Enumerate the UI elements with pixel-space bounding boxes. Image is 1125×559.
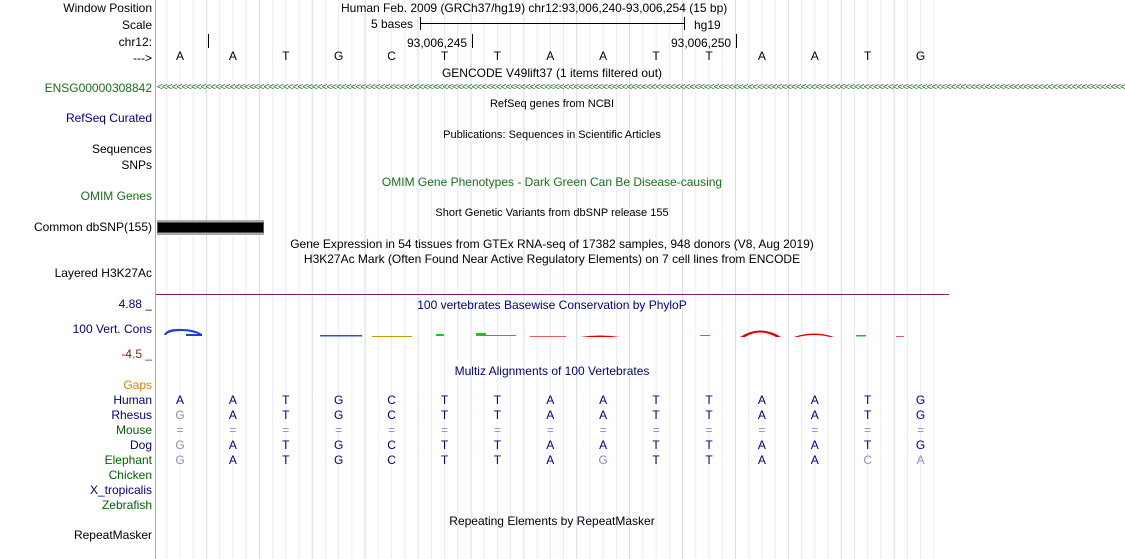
alignment-base: A: [757, 453, 766, 467]
pubs-track-title[interactable]: Publications: Sequences in Scientific Articles: [443, 129, 661, 141]
alignment-base: =: [229, 423, 237, 437]
alignment-base: G: [175, 453, 185, 467]
refseq-track-title[interactable]: RefSeq genes from NCBI: [489, 98, 615, 110]
phylop-logo-a2: [740, 331, 781, 338]
pubs-label[interactable]: Sequences: [91, 142, 152, 156]
alignment-base: C: [387, 453, 396, 467]
alignment-base: =: [388, 423, 396, 437]
alignment-base: A: [757, 438, 766, 452]
alignment-base: G: [334, 408, 344, 422]
species-label-chicken[interactable]: Chicken: [108, 468, 152, 482]
base-letter: A: [175, 49, 184, 63]
refseq-label[interactable]: RefSeq Curated: [65, 111, 152, 125]
alignment-base: T: [652, 393, 660, 407]
phylop-track-title[interactable]: 100 vertebrates Basewise Conservation by PhyloP: [417, 298, 687, 312]
phylop-bar-t5: [856, 335, 866, 337]
phylop-bar-a2: [580, 336, 620, 338]
alignment-base: =: [176, 423, 184, 437]
coord-left: 93,006,245: [407, 36, 468, 50]
alignment-base: A: [757, 393, 766, 407]
alignment-base: T: [652, 438, 660, 452]
chrom-label: chr12:: [118, 35, 152, 49]
phylop-bar-g2: [896, 336, 904, 337]
base-letter: A: [546, 49, 555, 63]
alignment-base: =: [335, 423, 343, 437]
alignment-base: T: [864, 393, 872, 407]
phylop-bar-t1: [320, 335, 362, 337]
base-letter: G: [334, 49, 344, 63]
alignment-base: A: [546, 408, 555, 422]
repeat-track-title[interactable]: Repeating Elements by RepeatMasker: [449, 514, 655, 528]
scale-bar-right-tick: [684, 17, 685, 30]
coord-right: 93,006,250: [671, 36, 732, 50]
alignment-base: T: [440, 408, 449, 422]
alignment-base: G: [334, 453, 344, 467]
alignment-base: T: [705, 408, 713, 422]
gencode-gene-feature[interactable]: <<<<<<<<<<<<<<<<<<<<<<<<<<<<<<<<<<<<<<<<<<<<<<<<<<<<<<<<<<<<<<<<<<<<<<<<<<<<<<<<<<<<<<<<<<<<<<<<<<<<<<<<<<<<<<<<<<<<<<<<<<<<<<<<<<<<<<<<<<<<<<<<<<<<<<<<<<<<<<<<<<<<<<<<<<<<<<<<<<<<<<<<<<<<<<<<<<<<<<<<: [157, 82, 1125, 93]
snps-label[interactable]: SNPs: [121, 158, 152, 172]
coord-tick-245: [472, 34, 473, 48]
scale-bar: [420, 23, 684, 24]
phylop-label[interactable]: 100 Vert. Cons: [72, 322, 152, 336]
h3k27ac-track-title[interactable]: H3K27Ac Mark (Often Found Near Active Regulatory Elements) on 7 cell lines from ENCODE: [303, 252, 801, 266]
species-label-zebrafish[interactable]: Zebrafish: [101, 498, 152, 512]
alignment-base: T: [493, 438, 502, 452]
alignment-base: C: [387, 438, 396, 452]
alignment-base: C: [387, 393, 396, 407]
multiz-track-title[interactable]: Multiz Alignments of 100 Vertebrates: [454, 364, 650, 378]
phylop-bar-g1: [372, 336, 412, 337]
alignment-base: A: [810, 453, 819, 467]
dbsnp-track-title[interactable]: Short Genetic Variants from dbSNP release 155: [435, 207, 669, 219]
scale-bar-left-tick: [420, 17, 421, 30]
window-position-label: Window Position: [63, 1, 152, 15]
alignment-base: T: [493, 393, 502, 407]
alignment-base: A: [228, 408, 237, 422]
alignment-base: A: [599, 393, 608, 407]
gencode-track-title[interactable]: GENCODE V49lift37 (1 items filtered out): [441, 66, 663, 80]
alignment-base: G: [598, 453, 608, 467]
species-label-dog[interactable]: Dog: [129, 438, 152, 452]
alignment-base: A: [228, 453, 237, 467]
species-label-elephant[interactable]: Elephant: [104, 453, 152, 467]
alignment-base: A: [546, 453, 555, 467]
alignment-base: T: [493, 453, 502, 467]
strand-label: --->: [133, 51, 152, 65]
phylop-bar-t4: [700, 335, 710, 336]
alignment-base: A: [810, 393, 819, 407]
alignment-base: A: [810, 408, 819, 422]
alignment-base: T: [652, 408, 660, 422]
phylop-logo-a1-tail: [186, 334, 202, 336]
alignment-base: T: [864, 408, 872, 422]
omim-track-title[interactable]: OMIM Gene Phenotypes - Dark Green Can Be Disease-causing: [381, 175, 723, 189]
alignment-base: A: [599, 438, 608, 452]
phylop-bar-a1: [530, 336, 566, 337]
phylop-bar-c1: [436, 334, 444, 336]
window-position-value: Human Feb. 2009 (GRCh37/hg19) chr12:93,006,240-93,006,254 (15 bp): [341, 1, 728, 15]
alignment-base: G: [915, 438, 926, 452]
alignment-base: T: [705, 453, 713, 467]
alignment-base: =: [493, 423, 501, 437]
gencode-item-label[interactable]: ENSG00000308842: [44, 81, 152, 95]
alignment-base: =: [652, 423, 660, 437]
base-letter: T: [652, 49, 660, 63]
phylop-logo-a3: [794, 334, 834, 338]
alignment-base: A: [546, 438, 555, 452]
alignment-base: =: [546, 423, 554, 437]
alignment-base: =: [758, 423, 766, 437]
alignment-base: =: [705, 423, 713, 437]
base-letter: A: [757, 49, 766, 63]
alignment-base: T: [705, 438, 713, 452]
alignment-base: T: [282, 393, 290, 407]
alignment-base: G: [175, 408, 185, 422]
gaps-label[interactable]: Gaps: [123, 378, 152, 392]
alignment-base: A: [757, 408, 766, 422]
alignment-base: G: [175, 438, 185, 452]
alignment-base: =: [440, 423, 448, 437]
alignment-base: T: [440, 453, 449, 467]
alignment-base: A: [228, 393, 237, 407]
omim-label[interactable]: OMIM Genes: [80, 189, 152, 203]
alignment-base: A: [175, 393, 184, 407]
phylop-bar-t3: [486, 335, 516, 336]
base-letter: A: [810, 49, 819, 63]
alignment-base: G: [915, 393, 926, 407]
alignment-base: A: [546, 393, 555, 407]
alignment-base: A: [228, 438, 237, 452]
base-letter: C: [387, 49, 396, 63]
base-letter: G: [915, 49, 926, 63]
base-letter: A: [599, 49, 608, 63]
alignment-base: T: [864, 438, 872, 452]
alignment-base: T: [440, 438, 449, 452]
alignment-base: G: [915, 408, 926, 422]
species-label-rhesus[interactable]: Rhesus: [111, 408, 152, 422]
phylop-signal-plot[interactable]: [156, 320, 949, 344]
alignment-base: =: [917, 423, 925, 437]
coord-tick-250: [736, 34, 737, 48]
species-label-x_tropicalis[interactable]: X_tropicalis: [89, 483, 152, 497]
alignment-base: T: [493, 408, 502, 422]
scale-text: 5 bases: [371, 17, 414, 31]
dbsnp-feature-bar[interactable]: [157, 222, 264, 233]
phylop-min-label: -4.5 _: [121, 347, 152, 361]
alignment-base: A: [810, 438, 819, 452]
species-label-mouse[interactable]: Mouse: [115, 423, 152, 437]
scale-label: Scale: [121, 18, 152, 32]
base-letter: T: [864, 49, 872, 63]
alignment-base: T: [282, 408, 290, 422]
base-letter: T: [440, 49, 449, 63]
alignment-base: A: [916, 453, 925, 467]
base-letter: A: [228, 49, 237, 63]
alignment-base: =: [864, 423, 872, 437]
alignment-base: T: [282, 453, 290, 467]
h3k27ac-signal-line: [156, 294, 949, 295]
alignment-base: G: [334, 393, 344, 407]
species-label-human[interactable]: Human: [113, 393, 152, 407]
base-letter: T: [705, 49, 713, 63]
alignment-base: T: [705, 393, 713, 407]
scale-assembly: hg19: [694, 18, 721, 32]
alignment-base: G: [334, 438, 344, 452]
alignment-base: =: [282, 423, 290, 437]
alignment-base: =: [599, 423, 607, 437]
base-letter: T: [282, 49, 290, 63]
alignment-base: C: [863, 453, 873, 467]
alignment-base: A: [599, 408, 608, 422]
alignment-base: =: [811, 423, 819, 437]
alignment-base: C: [387, 408, 396, 422]
alignment-base: T: [440, 393, 449, 407]
alignment-base: T: [652, 453, 660, 467]
h3k27ac-label[interactable]: Layered H3K27Ac: [54, 266, 152, 280]
coord-tick-240: [208, 34, 209, 48]
gtex-track-title[interactable]: Gene Expression in 54 tissues from GTEx RNA-seq of 17382 samples, 948 donors (V8, Aug 2019): [290, 237, 814, 251]
base-letter: T: [493, 49, 502, 63]
phylop-max-label: 4.88 _: [118, 297, 152, 311]
alignment-base: T: [282, 438, 290, 452]
dbsnp-label[interactable]: Common dbSNP(155): [33, 220, 152, 234]
repeat-label[interactable]: RepeatMasker: [73, 528, 152, 542]
phylop-bar-t2: [476, 333, 486, 336]
